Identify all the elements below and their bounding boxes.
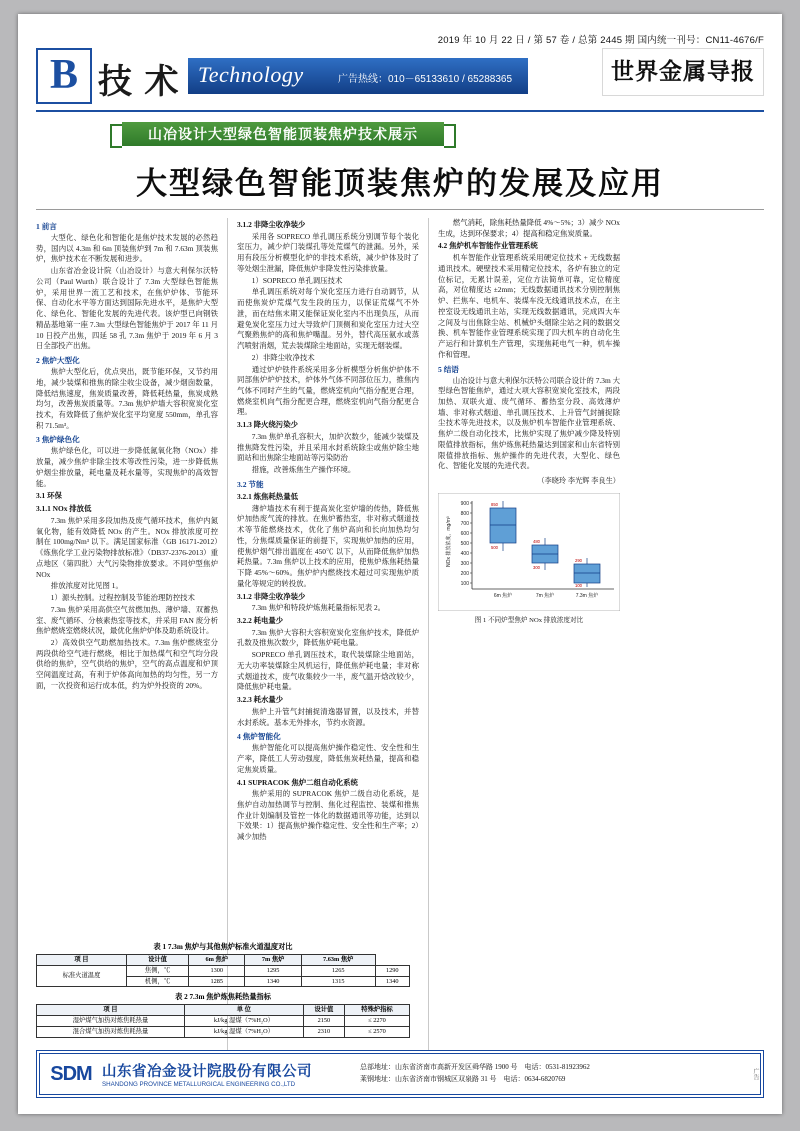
ad-mark: 广告: [752, 1068, 758, 1080]
tables-block: [36, 937, 410, 1038]
svg-text:300: 300: [460, 560, 469, 567]
table-header-cell: 单 位: [184, 1005, 303, 1016]
table-cell: kJ/kg 湿煤（7%H₂O）: [184, 1027, 303, 1038]
table-header-cell: 6m 焦炉: [189, 954, 245, 965]
body-paragraph: 7.3m 焦炉单孔容积大，加炉次数少，能减少装煤及推焦降发性污染，并且采用水封系统除尘或焦炉除尘地面站和出焦除尘地面站等污染防治: [237, 431, 419, 463]
svg-text:7m 焦炉: 7m 焦炉: [535, 592, 555, 599]
column-2: [237, 218, 419, 1050]
section-letter: B: [36, 48, 92, 104]
nox-chart-svg: [438, 493, 620, 611]
body-paragraph: 措施，改善炼焦生产操作环境。: [251, 465, 356, 475]
body-paragraph: 采用各 SOPRECO 单孔调压系统分别调节每个装化室压力，减少炉门装煤孔等处荒煤气的泄漏。另外，采用有段压分析模型化炉的非技术系统，减少炉体及时了等处烟尘泄漏，降低焦炉非降发性污染排放量。: [237, 231, 419, 273]
company-name-en: SHANDONG PROVINCE METALLURGICAL ENGINEERING CO.,LTD: [102, 1081, 296, 1088]
body-paragraph: 焦炉智能化可以提高焦炉操作稳定性、安全性和生产率，降低工人劳动强度，降低焦炭耗热量，提高和稳定焦炭质量。: [237, 743, 419, 774]
body-paragraph: 薄炉墙技术有利于提高炭化室炉墙的传热，降低焦炉加热废气流的排放。在焦炉蓄热室，非对称式烟道技术等节能燃烧技术，优化了焦炉高向和长向加热均匀性，分焦煤质量保证的前提下，实现焦炉加热的应用，使焦炉烟气排出温度在 450℃ 以下，从而降低焦炉加热耗热量。7.3m 焦炉以上技术的应用，使焦炉炼焦耗热量下降 45%～60%。焦炉炉内燃烧技术超过可实现焦炉质量化等规定的转投放。: [237, 503, 419, 588]
ad-hotline: 广告热线：010－65133610 / 65288365: [338, 74, 513, 85]
banner-wrap: [36, 122, 764, 148]
company-address-block: [360, 1062, 746, 1086]
body-paragraph: 2）高效供空气助燃加热技术。7.3m 焦炉燃烧室分两段供给空气进行燃烧，相比于加热煤气和空气均分段供给的焦炉，空气供给的焦炉，空气的高点温度和炉顶空间温度过高，有利于炉体高向加热的均匀性，另一方面，一次投资和运行成本低，约为炉外投资的 20%。: [36, 637, 218, 690]
section-title-en: Technology: [198, 62, 304, 87]
body-paragraph: 焦炉采用的 SUPRACOK 焦炉二级自动化系统，是焦炉自动加热调节与控制、焦化过程监控、装煤和推焦作业计划编制及管控一体化的数据通讯等功能，达到以下效果：1）提高焦炉操作稳定性、安全性和生产率；2）减少加热: [237, 789, 419, 842]
section-title-cn: 技 术: [98, 64, 181, 101]
hq-address: 山东省济南市高新开发区舜华路 1900 号: [395, 1063, 518, 1072]
table-cell: ≤ 2270: [345, 1016, 410, 1027]
svg-text:480: 480: [533, 538, 540, 544]
table-cell: 1295: [245, 965, 301, 976]
table-header-cell: 项 目: [37, 954, 127, 965]
headline-rule: [36, 209, 764, 210]
company-name-cn: 山东省冶金设计院股份有限公司: [102, 1064, 312, 1080]
table-row: [37, 965, 410, 976]
newspaper-page: [18, 14, 782, 1114]
svg-text:200: 200: [460, 570, 469, 577]
svg-text:100: 100: [575, 582, 582, 588]
column-3: [438, 218, 620, 1050]
svg-text:300: 300: [533, 564, 540, 570]
body-paragraph: 7.3m 焦炉和特段炉炼焦耗量指标见表 2。: [251, 603, 386, 613]
table-header-cell: 7.63m 焦炉: [301, 954, 375, 965]
body-paragraph: 通过炉炉铁件系统采用多分析模型分析焦炉炉体不同部焦炉炉炉技术，炉体外气体不同部位压力，推焦内气体不同时产生的气量，燃烧室机向气指分配更合理，燃烧室机向气指分配更合理，燃烧室机向气指分配更合理。: [237, 364, 419, 417]
subsection-heading: 4.1 SUPRACOK 焦炉二组自动化系统: [237, 777, 358, 787]
svg-text:6m 焦炉: 6m 焦炉: [493, 592, 513, 599]
subsection-heading: 3.1.3 降火绕污染少: [237, 420, 298, 430]
table-firing-temperature: [36, 954, 410, 988]
subsection-heading: 4.2 焦炉机车智能作业管理系统: [438, 241, 538, 251]
table-header-cell: 设计值: [126, 954, 188, 965]
laigang-address-label: 莱钢地址：: [360, 1075, 395, 1083]
column-divider: [428, 218, 429, 1050]
topic-banner: 山冶设计大型绿色智能顶装焦炉技术展示: [122, 122, 444, 146]
issue-line: 2019 年 10 月 22 日 / 第 57 卷 / 总第 2445 期 国内统一刊号：CN11-4676/F: [437, 35, 764, 46]
svg-text:100: 100: [460, 580, 469, 587]
body-paragraph: 7.3m 焦炉大容积大容积宽炭化室焦炉技术，降低炉孔数及推焦次数少，降低焦炉耗电量。: [237, 627, 419, 648]
table-cell: 1265: [301, 965, 375, 976]
body-paragraph: 2）非降尘收净技术: [251, 352, 315, 362]
body-paragraph: 燃气消耗，除焦耗热量降低 4%～5%；3）减少 NOx 生成，达到环保要求；4）提高和稳定焦炭质量。: [438, 218, 620, 238]
subsection-heading: 3.2.2 耗电量少: [237, 615, 284, 625]
body-paragraph: 焦炉上升管气封捕捉清逸器冒置，以及技术，并替水封系统。基本无外排水，节约水资源。: [237, 706, 419, 727]
section-heading: 3.2 节能: [237, 479, 264, 489]
subsection-heading: 3.1 环保: [36, 491, 62, 501]
paper-logo: 世界金属导报: [602, 48, 764, 96]
table-cell: 1340: [375, 976, 409, 987]
body-paragraph: 1）源头控制。过程控制及节能治理防控技术: [50, 593, 195, 603]
body-paragraph: 焦炉绿色化，可以进一步降低氮氧化物（NOx）排放量，减少焦炉非除尘技术等改性污染，进一步降低焦炉烟尘排放量，耗电量及耗水量等，实现焦炉的高效智能。: [36, 446, 218, 488]
table-header-cell: 项 目: [37, 1005, 185, 1016]
hq-tel: 电话：0531-81923962: [524, 1063, 590, 1072]
article-columns: [36, 218, 764, 1050]
table-cell: 1290: [375, 965, 409, 976]
table-row-label: 标准火道温度: [37, 965, 127, 987]
svg-text:700: 700: [460, 520, 469, 527]
subsection-heading: 3.1.1 NOx 排放低: [36, 504, 92, 514]
table-header-cell: 7m 焦炉: [245, 954, 301, 965]
laigang-tel: 电话：0634-6820769: [503, 1075, 566, 1083]
technology-bar: [188, 58, 528, 94]
body-paragraph: 山东省冶金设计院（山冶设计）与意大利保尔沃特公司（Paul Wurth）联合设计了 7.3m 大型绿色智能焦炉，采用世界一流工艺和技术，在焦炉炉体、节能环保、自动化水平等方面达到国际先进水平，是焦炉大型化、绿色化、智能化发展的先进代表。该炉型已向钢铁精品基地第一座 7.3m 大型绿色智能焦炉于 2017 年 11 月 10 日投产出焦，四延 58 孔 7.3m 焦炉于 2019 年 6 月 3 日全部投产出焦。: [36, 266, 218, 351]
section-heading: 2 焦炉大型化: [36, 356, 80, 366]
table-cell: kJ/kg 湿煤（7%H₂O）: [184, 1016, 303, 1027]
subsection-heading: 3.2.3 耗水量少: [237, 695, 284, 705]
section-heading: 4 焦炉智能化: [237, 732, 281, 742]
svg-text:850: 850: [491, 501, 498, 507]
author-signature: （李晓玲 李光辉 李良生）: [537, 477, 620, 486]
column-1: [36, 218, 218, 1050]
table-cell: 湿炉煤气加热对炼焦耗热量: [37, 1016, 185, 1027]
body-paragraph: 机车智能作业管理系统采用硬定位技术 + 无线数据通讯技术。硬壁技术采用精定位技术，各炉有独立的定位标记，无累计误差，定位方法简单可靠，定位精度高，对位精度达 ±2mm；无线数据通讯技术分别控制焦炉、拦焦车、电机车、装煤车没无线通讯技术点，在主控室设无线通讯主站，实现无线数据通讯，完成四大车之间及与出焦除尘站、机械炉头烟除尘站之间的数据交换、机车智能作业管理系统实现了四大机车的自动化生产运行和计算机生产管理，实现焦耗电气一种，机车操作和管理。: [438, 253, 620, 359]
figure-caption: 图 1 不同炉型焦炉 NOx 排放浓度对比: [474, 617, 584, 625]
table-cell: ≤ 2570: [345, 1027, 410, 1038]
table-cell: 1315: [301, 976, 375, 987]
table-header-cell: 设计值: [303, 1005, 344, 1016]
body-paragraph: 7.3m 焦炉采用高供空气贫燃加热、薄炉墙、双蓄热室、废气循环、分核素热室等技术，并采用 FAN 废分析焦炉燃烧室燃烧状况，最优化焦炉炉体及助系统设计。: [36, 604, 218, 636]
section-heading: 5 结语: [438, 364, 459, 374]
hq-address-label: 总部地址：: [360, 1063, 395, 1072]
figure-nox-comparison: [438, 493, 620, 626]
table-header-cell: 特殊炉指标: [345, 1005, 410, 1016]
svg-text:290: 290: [575, 557, 582, 563]
svg-text:900: 900: [460, 500, 469, 507]
section-heading: 1 前言: [36, 222, 57, 231]
svg-text:500: 500: [491, 544, 498, 550]
subsection-heading: 3.1.2 非降尘收净装少: [237, 591, 306, 601]
table2-caption: 表 2 7.3m 焦炉炼焦耗热量指标: [175, 993, 271, 1002]
body-paragraph: 7.3m 焦炉采用多段加热及废气循环技术，焦炉内氮氧化物，能有效降低 NOx 的产生。NOx 排放浓度可控制在 100mg/Nm³ 以下。满足国家标准（GB 16171-2012）《炼焦化学工业污染物排放标准》（DB37-2376-2013）重点地区（第四批）大气污染物排放要求。不同炉型焦炉 NOx: [36, 515, 218, 579]
table-cell: 焦侧，℃: [126, 965, 188, 976]
body-paragraph: SOPRECO 单孔调压技术，取代装煤除尘地面站，无大功率装煤除尘风机运行，降低焦炉耗电量；非对称式烟道技术，废气收集较少一半，废气温开焓改较少，降低焦炉耗电量。: [237, 650, 419, 692]
svg-text:800: 800: [460, 510, 469, 517]
table-cell: 2150: [303, 1016, 344, 1027]
sdm-logo: SDM: [50, 1062, 92, 1085]
column-divider: [227, 218, 228, 1050]
table1-caption: 表 1 7.3m 焦炉与其他焦炉标准火道温度对比: [153, 942, 293, 951]
section-heading: 3 焦炉绿色化: [36, 435, 80, 445]
svg-text:600: 600: [460, 530, 469, 537]
page-title: 大型绿色智能顶装焦炉的发展及应用: [136, 166, 664, 201]
body-paragraph: 排放浓度对比见图 1。: [50, 581, 123, 591]
table-cell: 2310: [303, 1027, 344, 1038]
table-cell: 1300: [189, 965, 245, 976]
svg-text:7.3m 焦炉: 7.3m 焦炉: [575, 592, 599, 599]
body-paragraph: 单孔调压系统对每个炭化室压力进行自动调节，从而使焦炭炉荒煤气发生段的压力，以保证荒煤气不外泄，而在结焦末期又能保证炭化室内不出现负压，从而避免炭化室压力过大导致炉门顶侧和炭化室压力过大空气聚熟焦炉的高和焦炉嘴温。另外，替代高压氨水或蒸汽喷射消烟，荒去装煤除尘地面站，实现无烟装煤。: [237, 287, 419, 351]
table-row: [37, 1027, 410, 1038]
table-cell: 1340: [245, 976, 301, 987]
body-paragraph: 大型化、绿色化和智能化是焦炉技术发展的必然趋势，国内以 4.3m 和 6m 顶装焦炉到 7m 和 7.63m 顶装焦炉，焦炉技术在不断发展和进步。: [36, 233, 218, 264]
table-row: [37, 1016, 410, 1027]
svg-text:NOx 排放浓度，mg/m³: NOx 排放浓度，mg/m³: [446, 516, 452, 567]
laigang-address: 山东省济南市钢城区双泉路 31 号: [395, 1075, 497, 1083]
company-name-block: [102, 1060, 360, 1088]
masthead: [36, 32, 764, 108]
subsection-heading: 3.1.2 非降尘收净装少: [237, 220, 306, 229]
table-heat-consumption: [36, 1004, 410, 1038]
table-cell: 机侧，℃: [126, 976, 188, 987]
svg-text:500: 500: [460, 540, 469, 547]
body-paragraph: 焦炉大型化后，优点突出，既节能环保，又节约用地，减少装煤和推焦的除尘收尘设备，减少烟囱数量，降低结焦速度，焦炭质量改善，降低耗热量，焦炭成熟均匀，改善焦炭质量等。7.3m 焦炉炉墙大容积宽炭化室技术，有效降低了焦炉炭化室平均宽度 550mm，单孔容积 71.5m³。: [36, 367, 218, 430]
footer-ad: [36, 1050, 764, 1098]
table-cell: 混合煤气加热对炼焦耗热量: [37, 1027, 185, 1038]
body-paragraph: 山冶设计与意大利保尔沃特公司联合设计的 7.3m 大型绿色智能焦炉，通过大项大容积宽炭化室技术，两段加热、双联火道、废气循环、蓄热室分段、高效薄炉墙、非对称式烟道、单孔调压技术、上升管气封捕捉除尘技术等先进技术，以及焦炉机车智能作业管理系统、焦炉二级自动化技术，比焦炉实现了焦炉减少降及特别限值排放指标，焦炉炼焦耗热量达到国家和山东省特别限值排放指标、焦炉操作的先进代表，大型化、绿色化、智能化发展的先进代表。: [438, 375, 620, 471]
masthead-rule: [36, 110, 764, 112]
svg-text:400: 400: [460, 550, 469, 557]
subsection-heading: 3.2.1 炼焦耗热量低: [237, 491, 298, 501]
body-paragraph: 1）SOPRECO 单孔调压技术: [251, 275, 343, 285]
table-cell: 1285: [189, 976, 245, 987]
